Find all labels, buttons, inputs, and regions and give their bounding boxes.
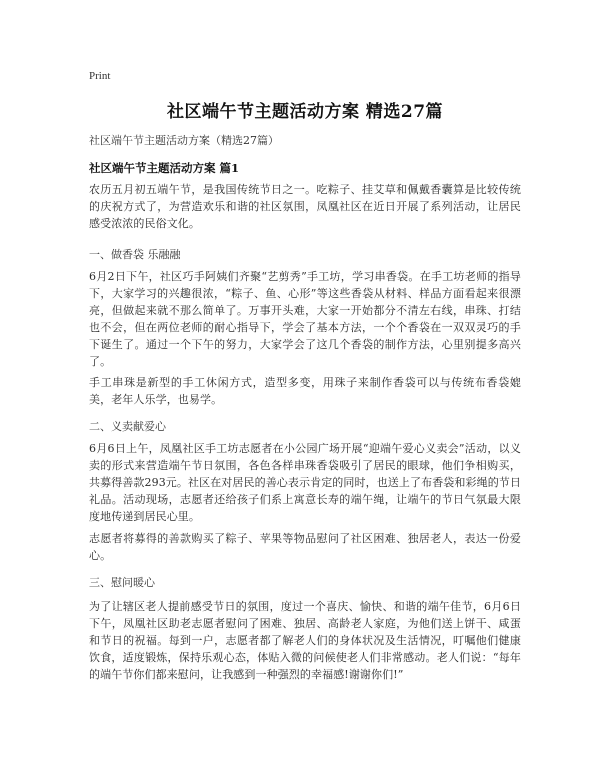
document-subtitle: 社区端午节主题活动方案（精选27篇） [89,134,279,147]
paragraph-4: 志愿者将募得的善款购买了粽子、苹果等物品慰问了社区困难、独居老人，表达一份爱心。 [89,532,521,562]
page-title: 社区端午节主题活动方案 精选27篇 [166,102,444,122]
print-label[interactable]: Print [89,70,111,82]
subheading-2: 二、义卖献爱心 [89,420,166,433]
paragraph-2: 手工串珠是新型的手工休闲方式，造型多变，用珠子来制作香袋可以与传统布香袋媲美，老年人乐学，也易学。 [89,376,521,406]
subheading-3: 三、慰问暖心 [89,576,155,589]
subheading-1: 一、做香袋 乐融融 [89,248,181,261]
paragraph-1: 6月2日下午，社区巧手阿姨们齐聚“艺剪秀”手工坊，学习串香袋。在手工坊老师的指导下，大家学习的兴趣很浓，“粽子、鱼、心形”等这些香袋从材料、样品方面看起来很漂亮，但做起来就不那么简单了。万事开头难，大家一开始都分不清左右线，串珠、打结也不会，但在两位老师的耐心指导下，学会了基本方法，一个个香袋在一双双灵巧的手下诞生了。通过一个下午的努力，大家学会了这几个香袋的制作方法，心里别提多高兴了。 [89,270,521,368]
paragraph-3: 6月6日上午，凤凰社区手工坊志愿者在小公园广场开展“迎端午爱心义卖会”活动，以义卖的形式来营造端午节日氛围，各色各样串珠香袋吸引了居民的眼球，他们争相购买，共募得善款293元。社区在对居民的善心表示肯定的同时，也送上了布香袋和彩绳的节日礼品。活动现场，志愿者还给孩子们系上寓意长寿的端午绳，让端午的节日气氛最大限度地传递到居民心里。 [89,442,521,523]
paragraph-5: 为了让辖区老人提前感受节日的氛围，度过一个喜庆、愉快、和谐的端午佳节，6月6日下午，凤凰社区助老志愿者慰问了困难、独居、高龄老人家庭，为他们送上饼干、咸蛋和节日的祝福。每到一户，志愿者都了解老人们的身体状况及生活情况，叮嘱他们健康饮食，适度锻炼，保持乐观心态，体贴入微的问候使老人们非常感动。老人们说：“每年的端午节你们都来慰问，让我感到一种强烈的幸福感!谢谢你们!” [89,600,521,681]
section-heading: 社区端午节主题活动方案 篇1 [89,161,240,175]
intro-paragraph: 农历五月初五端午节，是我国传统节日之一。吃粽子、挂艾草和佩戴香囊算是比较传统的庆祝方式了，为营造欢乐和谐的社区氛围，凤凰社区在近日开展了系列活动，让居民感受浓浓的民俗文化。 [89,183,521,230]
